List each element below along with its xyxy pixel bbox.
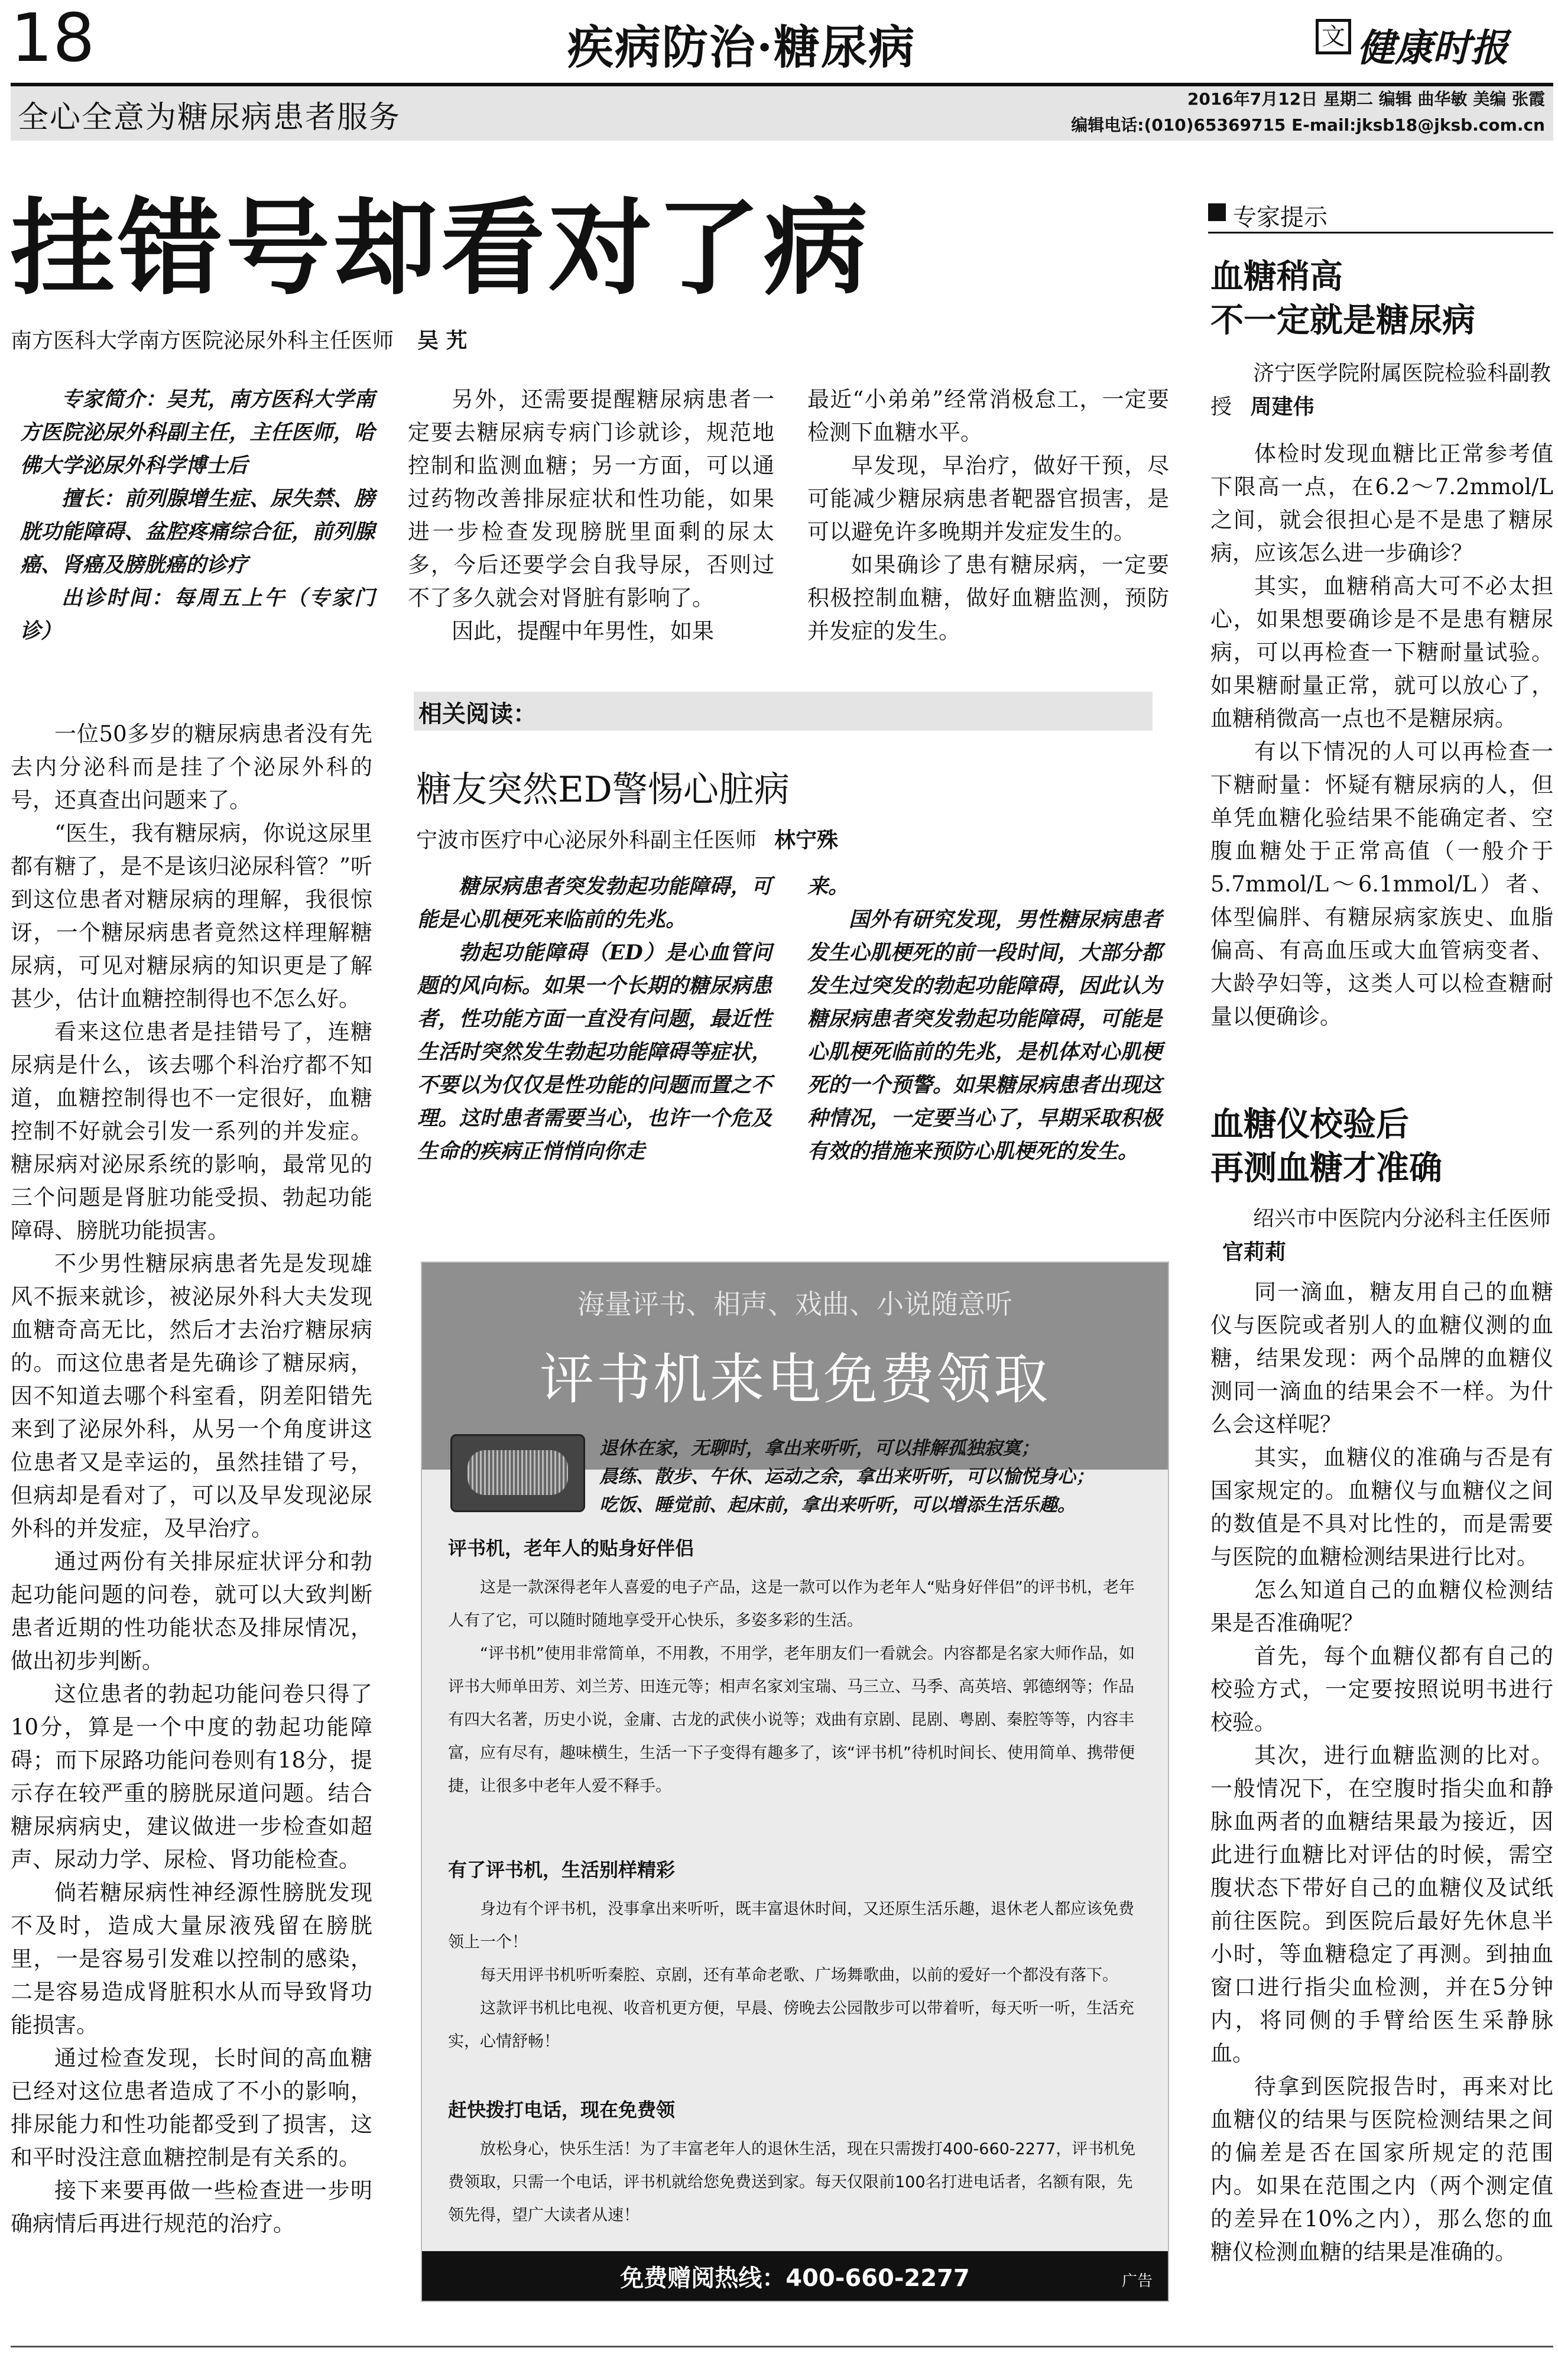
- paragraph: 这款评书机比电视、收音机更方便，早晨、傍晚去公园散步可以带着听，每天听一听，生活充实，心情舒畅！: [448, 1999, 1134, 2051]
- ad-tagline: 海量评书、相声、戏曲、小说随意听: [577, 1288, 1012, 1320]
- ad-intro-line: 晨练、散步、午休、运动之余，拿出来听听，可以愉悦身心；: [599, 1466, 1094, 1487]
- paragraph: 这是一款深得老年人喜爱的电子产品，这是一款可以作为老年人“贴身好伴侣”的评书机，老年人有了它，可以随时随地享受开心快乐，多姿多彩的生活。: [448, 1578, 1135, 1630]
- related-column-a: [417, 870, 772, 1168]
- paragraph: 国外有研究发现，男性糖尿病患者发生心肌梗死的前一段时间，大部分都发生过突发的勃起功能障碍，因此认为糖尿病患者突发勃起功能障碍，可能是心肌梗死临前的先兆，是机体对心肌梗死的一个预警。如果糖尿病患者出现这种情况，一定要当心了，早期采取积极有效的措施来预防心肌梗死的发生。: [807, 907, 1162, 1163]
- headline-line: 再测血糖才准确: [1210, 1149, 1442, 1188]
- related-byline-affiliation: 宁波市医疗中心泌尿外科副主任医师: [416, 828, 757, 852]
- paragraph: 通过两份有关排尿症状评分和勃起功能问题的问卷，就可以大致判断患者近期的性功能状态及排尿情况，做出初步判断。: [11, 1549, 372, 1674]
- ad-section-body: [448, 2133, 1145, 2232]
- paragraph: 体检时发现血糖比正常参考值下限高一点，在6.2～7.2mmol/L之间，就会很担心是不是患了糖尿病，应该怎么进一步确诊？: [1210, 441, 1553, 566]
- paragraph: “评书机”使用非常简单，不用教，不用学，老年朋友们一看就会。内容都是名家大师作品，如评书大师单田芳、刘兰芳、田连元等；相声名家刘宝瑞、马三立、马季、高英培、郭德纲等；作品有四大名著，历史小说，金庸、古龙的武侠小说等；戏曲有京剧、昆剧、粤剧、秦腔等等，内容丰富，应有尽有，趣味横生，生活一下子变得有趣多了，该“评书机”待机时间长、使用简单、携带便捷，让很多中老年人爱不释手。: [448, 1645, 1135, 1795]
- main-headline: 挂错号却看对了病: [11, 187, 872, 309]
- paragraph: 一位50多岁的糖尿病患者没有先去内分泌科而是挂了个泌尿外科的号，还真查出问题来了。: [11, 721, 372, 813]
- headline-line: 不一定就是糖尿病: [1210, 301, 1475, 340]
- headline-line: 血糖仪校验后: [1210, 1105, 1409, 1144]
- paragraph: 有以下情况的人可以再检查一下糖耐量：怀疑有糖尿病的人，但单凭血糖化验结果不能确定者、空腹血糖处于正常高值（一般介于5.7mmol/L～6.1mmol/L）者、体型偏胖、有糖尿病家族史、血脂偏高、有高血压或大血管病变者、大龄孕妇等，这类人可以检查糖耐量以便确诊。: [1210, 739, 1553, 1029]
- paragraph: 放松身心，快乐生活！为了丰富老年人的退休生活，现在只需拨打400-660-2277，评书机免费领取，只需一个电话，评书机就给您免费送到家。每天仅限前100名打进电话者，名额有限，先领先得，望广大读者从速！: [448, 2140, 1136, 2225]
- paragraph: 每天用评书机听听秦腔、京剧，还有革命老歌、广场舞歌曲，以前的爱好一个都没有落下。: [480, 1966, 1118, 1985]
- main-article-column-3: [807, 383, 1169, 648]
- masthead-logo-icon: 文: [1316, 19, 1351, 54]
- expert-tip-rule: [1208, 232, 1553, 234]
- expert-intro-clinic-hours: 出诊时间：每周五上午（专家门诊）: [20, 586, 375, 643]
- byline-affiliation: 济宁医学院附属医院检验科副教授: [1210, 361, 1551, 419]
- expert-tip-square-icon: [1208, 203, 1226, 221]
- ad-intro: [599, 1434, 1155, 1519]
- ad-section-body: [448, 1893, 1145, 2058]
- ad-section-title: 评书机，老年人的贴身好伴侣: [448, 1537, 694, 1559]
- sidebar-article2-headline: [1210, 1103, 1442, 1191]
- page-number: 18: [11, 0, 95, 77]
- ad-intro-line: 退休在家，无聊时，拿出来听听，可以排解孤独寂寞；: [599, 1438, 1039, 1459]
- sidebar-article1-headline: [1210, 255, 1475, 343]
- ad-title: 评书机来电免费领取: [539, 1348, 1050, 1411]
- main-byline-affiliation: 南方医科大学南方医院泌尿外科主任医师: [11, 329, 394, 353]
- ad-section-title: 赶快拨打电话，现在免费领: [448, 2099, 676, 2121]
- expert-intro-bio: 专家简介：吴艽，南方医科大学南方医院泌尿外科副主任，主任医师，哈佛大学泌尿外科学博士后: [20, 387, 375, 478]
- bottom-rule: [11, 2346, 1553, 2347]
- ad-hotline: 免费赠阅热线：400-660-2277: [620, 2265, 970, 2292]
- paragraph: 通过检查发现，长时间的高血糖已经对这位患者造成了不小的影响，排尿能力和性功能都受到了损害，这和平时没注意血糖控制是有关系的。: [11, 2045, 372, 2170]
- ad-footer: [422, 2251, 1168, 2301]
- ad-intro-line: 吃饭、睡觉前、起床前，拿出来听听，可以增添生活乐趣。: [599, 1494, 1076, 1516]
- paragraph: 倘若糖尿病性神经源性膀胱发现不及时，造成大量尿液残留在膀胱里，一是容易引发难以控制的感染，二是容易造成肾脏积水从而导致肾功能损害。: [11, 1880, 372, 2038]
- main-byline-author: 吴 艽: [417, 328, 468, 353]
- expert-intro-specialty: 擅长：前列腺增生症、尿失禁、膀胱功能障碍、盆腔疼痛综合征，前列腺癌、肾癌及膀胱癌的诊疗: [20, 487, 375, 577]
- paragraph: 同一滴血，糖友用自己的血糖仪与医院或者别人的血糖仪测的血糖，结果发现：两个品牌的血糖仪测同一滴血的结果会不一样。为什么会这样呢？: [1210, 1279, 1553, 1437]
- paragraph: 这位患者的勃起功能问卷只得了10分，算是一个中度的勃起功能障碍；而下尿路功能问卷则有18分，提示存在较严重的膀胱尿道问题。结合糖尿病病史，建议做进一步检查如超声、尿动力学、尿检、肾功能检查。: [11, 1681, 372, 1872]
- paragraph: 其实，血糖仪的准确与否是有国家规定的。血糖仪与血糖仪之间的数值是不具对比性的，而是需要与医院的血糖检测结果进行比对。: [1210, 1445, 1553, 1570]
- paragraph: 来。: [807, 874, 849, 899]
- masthead: 健康时报: [1357, 26, 1508, 70]
- paragraph: 勃起功能障碍（ED）是心血管问题的风向标。如果一个长期的糖尿病患者，性功能方面一直没有问题，最近性生活时突然发生勃起功能障碍等症状，不要以为仅仅是性功能的问题而置之不理。这时患者需要当心，也许一个危及生命的疾病正悄悄向你走: [417, 941, 772, 1163]
- expert-intro: [20, 383, 375, 648]
- paragraph: 最近“小弟弟”经常消极怠工，一定要检测下血糖水平。: [807, 387, 1169, 445]
- paragraph: 怎么知道自己的血糖仪检测结果是否准确呢？: [1210, 1577, 1553, 1636]
- paragraph: 看来这位患者是挂错号了，连糖尿病是什么，该去哪个科治疗都不知道，血糖控制得也不一定很好，血糖控制不好就会引发一系列的并发症。糖尿病对泌尿系统的影响，最常见的三个问题是肾脏功能受损、勃起功能障碍、膀胱功能损害。: [11, 1019, 372, 1243]
- paragraph: 不少男性糖尿病患者先是发现雄风不振来就诊，被泌尿外科大夫发现血糖奇高无比，然后才去治疗糖尿病的。而这位患者是先确诊了糖尿病，因不知道去哪个科室看，阴差阳错先来到了泌尿外科，从另一个角度讲这位患者又是幸运的，虽然挂错了号，但病却是看对了，可以及早发现泌尿外科的并发症，及早治疗。: [11, 1251, 372, 1541]
- byline-author: 周建伟: [1250, 394, 1314, 419]
- sidebar-article2-body: [1210, 1276, 1553, 2269]
- paragraph: 如果确诊了患有糖尿病，一定要积极控制血糖，做好血糖监测，预防并发症的发生。: [807, 552, 1169, 644]
- paragraph: 首先，每个血糖仪都有自己的校验方式，一定要按照说明书进行校验。: [1210, 1643, 1553, 1735]
- paragraph: 另外，还需要提醒糖尿病患者一定要去糖尿病专病门诊就诊，规范地控制和监测血糖；另一方面，可以通过药物改善排尿症状和性功能，如果进一步检查发现膀胱里面剩的尿太多，今后还要学会自我导尿，否则过不了多久就会对肾脏有影响了。: [408, 387, 774, 611]
- related-headline: 糖友突然ED警惕心脏病: [416, 769, 790, 810]
- paragraph: 接下来要再做一些检查进一步明确病情后再进行规范的治疗。: [11, 2178, 372, 2236]
- main-byline: [11, 324, 468, 354]
- related-column-b: [807, 870, 1162, 1168]
- paragraph: 身边有个评书机，没事拿出来听听，既丰富退休时间，又还原生活乐趣，退休老人都应该免费领上一个！: [448, 1900, 1134, 1951]
- date-editors: 2016年7月12日 星期二 编辑 曲华敏 美编 张霞: [1187, 89, 1545, 109]
- paragraph: 糖尿病患者突发勃起功能障碍，可能是心肌梗死来临前的先兆。: [417, 874, 772, 932]
- byline-affiliation: 绍兴市中医院内分泌科主任医师: [1253, 1207, 1551, 1231]
- related-byline: [416, 823, 838, 854]
- main-article-column-1: [11, 718, 372, 2240]
- radio-device-icon: [450, 1434, 585, 1512]
- related-byline-author: 林宁殊: [774, 828, 839, 852]
- contact-info: 编辑电话:(010)65369715 E-mail:jksb18@jksb.com.cn: [1071, 115, 1545, 135]
- ad-tag: 广告: [1121, 2272, 1153, 2290]
- sidebar-article1-byline: [1210, 357, 1551, 424]
- sidebar-article2-byline: [1210, 1202, 1551, 1269]
- byline-author: 官莉莉: [1222, 1240, 1287, 1264]
- headline-line: 血糖稍高: [1210, 258, 1343, 296]
- paragraph: “医生，我有糖尿病，你说这尿里都有糖了，是不是该归泌尿科管？”听到这位患者对糖尿病的理解，我很惊讶，一个糖尿病患者竟然这样理解糖尿病，可见对糖尿病的知识更是了解甚少，估计血糖控制得也不怎么好。: [11, 821, 372, 1011]
- paragraph: 早发现，早治疗，做好干预，尽可能减少糖尿病患者靶器官损害，是可以避免许多晚期并发症发生的。: [807, 453, 1169, 544]
- paragraph: 其实，血糖稍高大可不必太担心，如果想要确诊是不是患有糖尿病，可以再检查一下糖耐量试验。如果糖耐量正常，就可以放心了，血糖稍微高一点也不是糖尿病。: [1210, 573, 1553, 731]
- ad-section-body: [448, 1571, 1145, 1803]
- paragraph: 待拿到医院报告时，再来对比血糖仪的结果与医院检测结果之间的偏差是否在国家所规定的范围内。如果在范围之内（两个测定值的差异在10%之内），那么您的血糖仪检测血糖的结果是准确的。: [1210, 2074, 1553, 2265]
- main-article-column-2: [408, 383, 774, 648]
- ad-section-title: 有了评书机，生活别样精彩: [448, 1859, 676, 1881]
- paragraph: 因此，提醒中年男性，如果: [452, 618, 714, 644]
- sidebar-article1-body: [1210, 437, 1553, 1033]
- slogan: 全心全意为糖尿病患者服务: [18, 100, 401, 135]
- expert-tip-label: 专家提示: [1233, 204, 1327, 231]
- related-reading-label: 相关阅读：: [418, 700, 537, 728]
- advertisement: [421, 1262, 1169, 2302]
- paragraph: 其次，进行血糖监测的比对。一般情况下，在空腹时指尖血和静脉血两者的血糖结果最为接近，因此进行血糖比对评估的时候，需空腹状态下带好自己的血糖仪及试纸前往医院。到医院后最好先休息半小时，等血糖稳定了再测。到抽血窗口进行指尖血检测，并在5分钟内，将同侧的手臂给医生采静脉血。: [1210, 1743, 1553, 2066]
- section-title: 疾病防治·糖尿病: [567, 21, 916, 74]
